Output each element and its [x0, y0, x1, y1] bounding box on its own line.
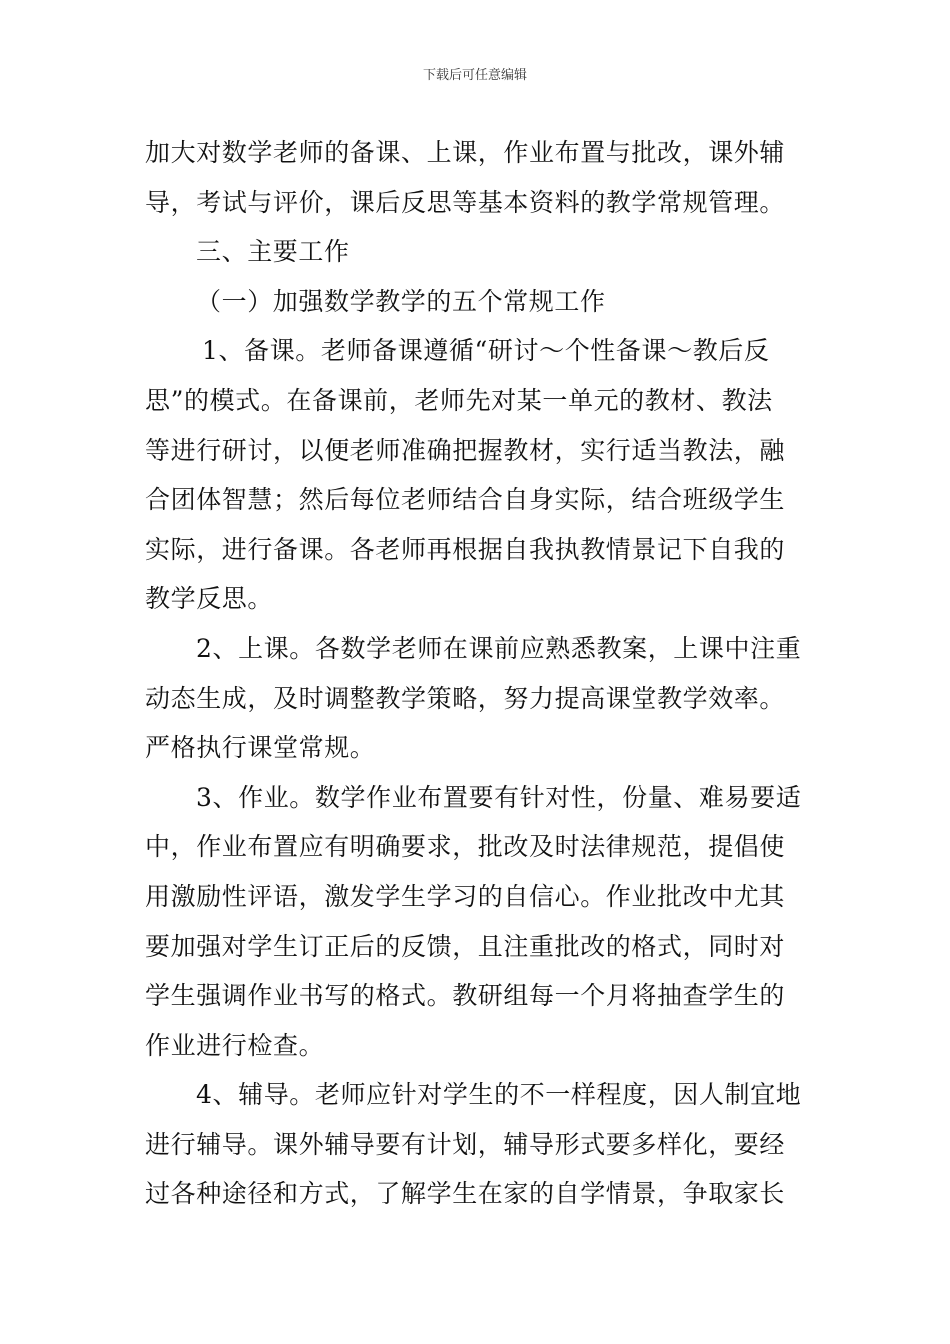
text-line: 要加强对学生订正后的反馈，且注重批改的格式，同时对	[145, 931, 786, 961]
text-line: 过各种途径和方式，了解学生在家的自学情景，争取家长	[145, 1179, 786, 1209]
page-header-note: 下载后可任意编辑	[422, 68, 527, 83]
text-line: 中，作业布置应有明确要求，批改及时法律规范，提倡使	[145, 832, 786, 862]
text-line: 导，考试与评价，课后反思等基本资料的教学常规管理。	[145, 187, 786, 217]
text-line: 加大对数学老师的备课、上课，作业布置与批改，课外辅	[145, 138, 786, 167]
text-line: 用激励性评语，激发学生学习的自信心。作业批改中尤其	[145, 881, 786, 911]
text-line: 作业进行检查。	[145, 1030, 325, 1060]
paragraph-start: 4、辅导。老师应针对学生的不一样程度，因人制宜地	[196, 1080, 802, 1110]
document-body	[145, 128, 809, 1219]
paragraph-start: 2、上课。各数学老师在课前应熟悉教案，上课中注重	[196, 633, 802, 663]
text-line: 严格执行课堂常规。	[145, 733, 376, 763]
text-line: 教学反思。	[145, 584, 274, 614]
text-line: 合团体智慧；然后每位老师结合自身实际，结合班级学生	[145, 485, 786, 515]
text-line: 学生强调作业书写的格式。教研组每一个月将抽查学生的	[145, 981, 786, 1011]
section-heading: 三、主要工作	[196, 237, 350, 267]
text-line: 思”的模式。在备课前，老师先对某一单元的教材、教法	[145, 385, 773, 415]
subsection-heading: （一）加强数学教学的五个常规工作	[196, 286, 606, 316]
paragraph-start: 1、备课。老师备课遵循“研讨～个性备课～教后反	[202, 336, 770, 366]
paragraph-start: 3、作业。数学作业布置要有针对性，份量、难易要适	[196, 782, 802, 812]
text-line: 实际，进行备课。各老师再根据自我执教情景记下自我的	[145, 534, 786, 564]
text-line: 等进行研讨，以便老师准确把握教材，实行适当教法，融	[145, 435, 786, 465]
text-line: 进行辅导。课外辅导要有计划，辅导形式要多样化，要经	[145, 1129, 786, 1159]
text-line: 动态生成，及时调整教学策略，努力提高课堂教学效率。	[145, 683, 786, 713]
